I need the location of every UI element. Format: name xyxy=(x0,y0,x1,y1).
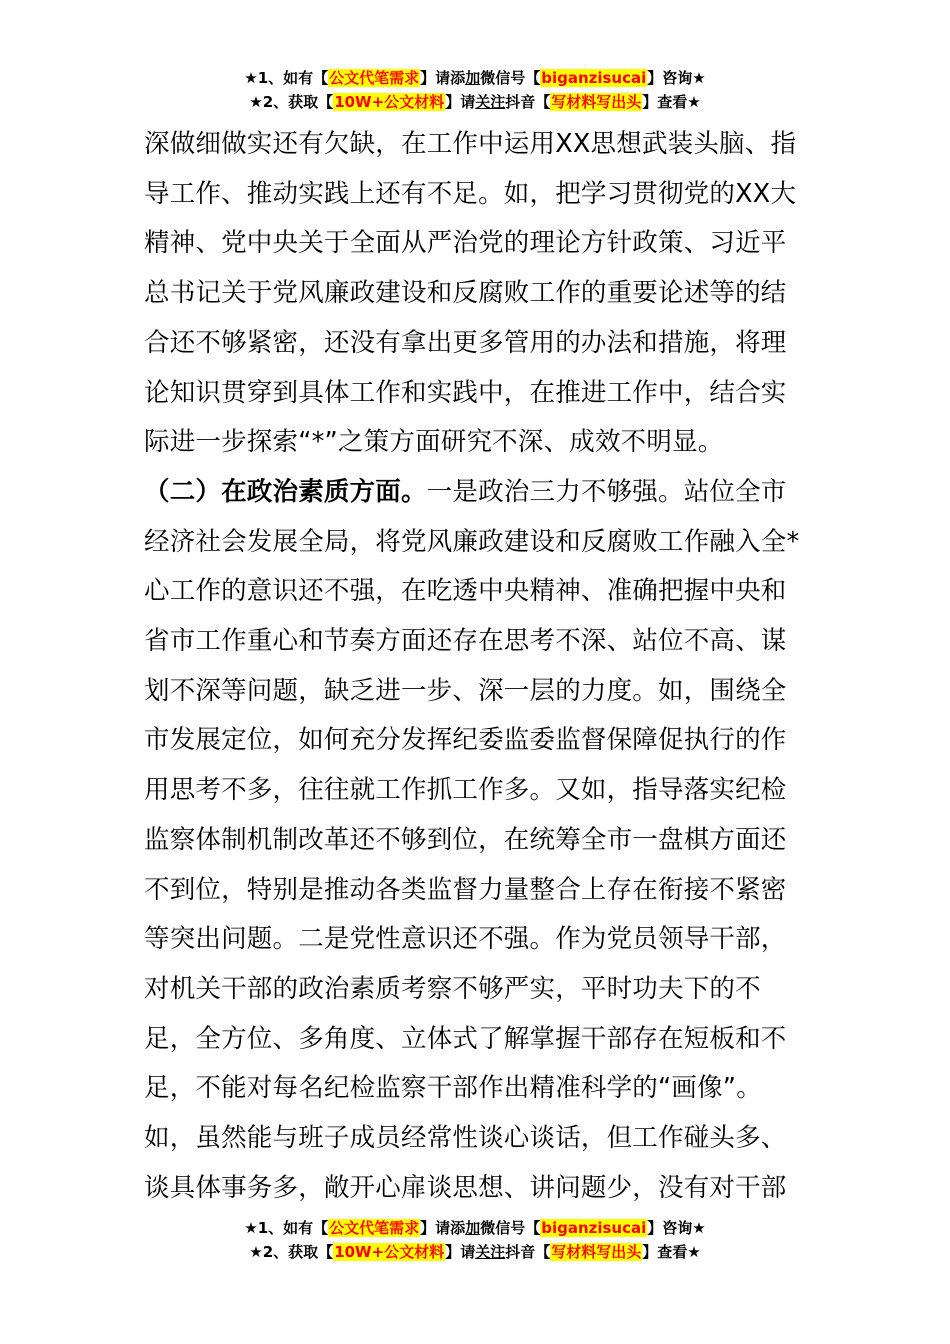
body-line: 经济社会发展全局，将党风廉政建设和反腐败工作融入全* xyxy=(144,526,800,557)
banner-highlight: biganzisucai xyxy=(541,69,647,87)
body-line: 足，不能对每名纪检监察干部作出精准科学的“画像”。 xyxy=(144,1073,762,1104)
banner-highlight: biganzisucai xyxy=(541,1219,647,1237)
banner-line-1: ★1、如有【公文代笔需求】请添加微信号【biganzisucai】咨询★ xyxy=(244,1219,706,1237)
body-line: 划不深等问题，缺乏进一步、深一层的力度。如，围绕全 xyxy=(144,675,787,706)
body-line: 用思考不多，往往就工作抓工作多。又如，指导落实纪检 xyxy=(144,775,787,806)
banner-highlight: 写材料写出头 xyxy=(551,1243,642,1261)
banner-line-2: ★2、获取【10W+公文材料】请关注抖音【写材料写出头】查看★ xyxy=(249,93,701,111)
body-line: 心工作的意识还不强，在吃透中央精神、准确把握中央和 xyxy=(144,576,787,607)
body-line: 省市工作重心和节奏方面还存在思考不深、站位不高、谋 xyxy=(144,626,787,657)
body-line: 际进一步探索“*”之策方面研究不深、成效不明显。 xyxy=(144,427,724,458)
body-line: 不到位，特别是推动各类监督力量整合上存在衔接不紧密 xyxy=(144,874,787,905)
body-line: 深做细做实还有欠缺，在工作中运用XX思想武装头脑、指 xyxy=(144,129,797,159)
banner-highlight: 10W+公文材料 xyxy=(334,93,445,111)
footer-banner xyxy=(0,1216,950,1264)
body-line: 精神、党中央关于全面从严治党的理论方针政策、习近平 xyxy=(144,228,787,259)
banner-highlight: 10W+公文材料 xyxy=(334,1243,445,1261)
body-line: 对机关干部的政治素质考察不够严实，平时功夫下的不 xyxy=(144,973,761,1004)
banner-highlight: 写材料写出头 xyxy=(551,93,642,111)
body-line: 市发展定位，如何充分发挥纪委监委监督保障促执行的作 xyxy=(144,725,787,756)
body-line: 足，全方位、多角度、立体式了解掌握干部存在短板和不 xyxy=(144,1023,787,1054)
body-line: 论知识贯穿到具体工作和实践中，在推进工作中，结合实 xyxy=(144,377,787,408)
banner-highlight: 公文代笔需求 xyxy=(329,1219,420,1237)
body-line: 总书记关于党风廉政建设和反腐败工作的重要论述等的结 xyxy=(144,278,787,309)
banner-highlight: 公文代笔需求 xyxy=(329,69,420,87)
banner-line-2: ★2、获取【10W+公文材料】请关注抖音【写材料写出头】查看★ xyxy=(249,1243,701,1261)
body-line: 等突出问题。二是党性意识还不强。作为党员领导干部， xyxy=(144,924,787,955)
body-line: 导工作、推动实践上还有不足。如，把学习贯彻党的XX大 xyxy=(144,178,797,209)
document-body xyxy=(144,120,809,1213)
banner-line-1: ★1、如有【公文代笔需求】请添加微信号【biganzisucai】咨询★ xyxy=(244,69,706,87)
body-line: 合还不够紧密，还没有拿出更多管用的办法和措施，将理 xyxy=(144,327,787,358)
body-line: 谈具体事务多，敞开心扉谈思想、讲问题少，没有对干部 xyxy=(144,1172,787,1203)
body-line: 监察体制机制改革还不够到位，在统筹全市一盘棋方面还 xyxy=(144,824,787,855)
header-banner xyxy=(0,66,950,114)
body-line: 如，虽然能与班子成员经常性谈心谈话，但工作碰头多、 xyxy=(144,1123,787,1154)
section-heading: （二）在政治素质方面。 xyxy=(144,476,427,507)
section-first-line: （二）在政治素质方面。一是政治三力不够强。站位全市 xyxy=(144,476,787,507)
